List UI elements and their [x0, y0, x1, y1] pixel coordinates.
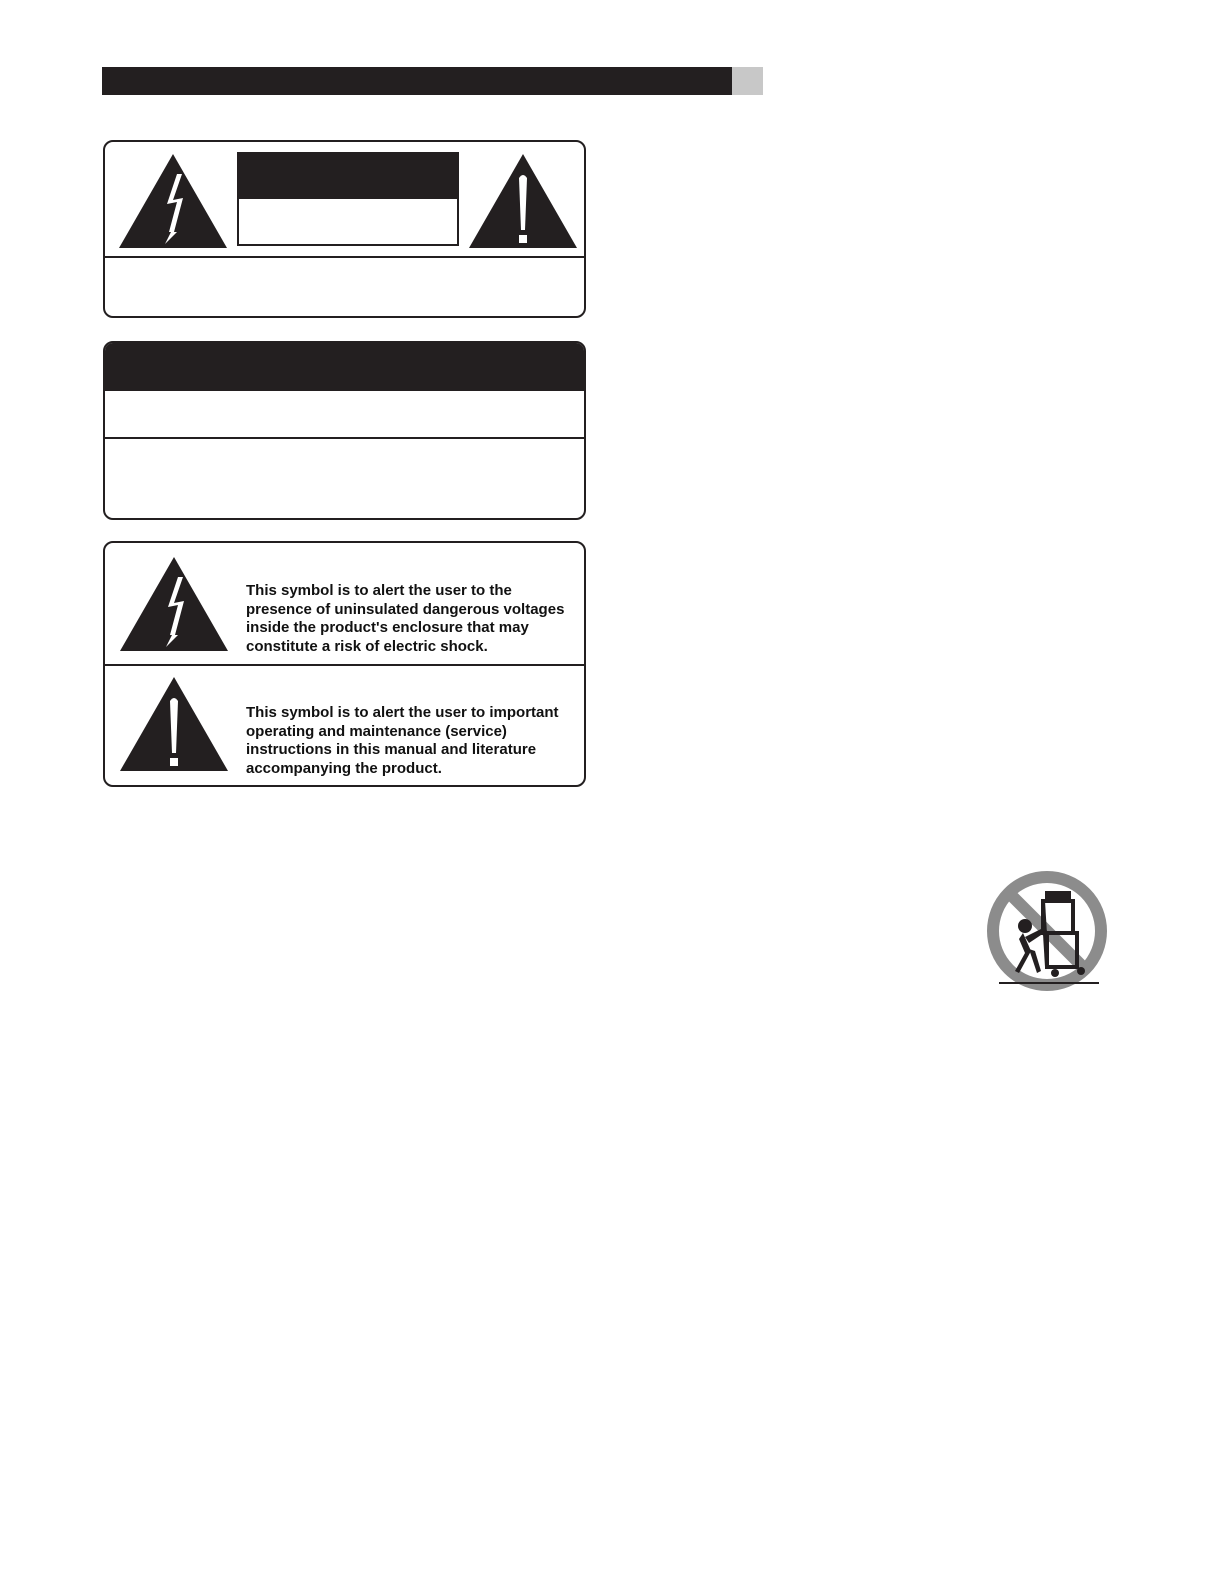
caution-label-header — [239, 154, 457, 199]
symbol-legend-divider — [105, 664, 584, 666]
section-header-tab — [732, 67, 763, 95]
symbol-legend-panel — [103, 541, 586, 787]
caution-label-divider — [105, 256, 584, 258]
portable-cart-warning-icon — [985, 869, 1109, 993]
warning-label-panel — [103, 341, 586, 520]
lightning-triangle-icon — [118, 555, 230, 653]
warning-label-divider — [105, 437, 584, 439]
caution-label-box — [237, 152, 459, 246]
lightning-triangle-icon — [117, 152, 229, 250]
important-instructions-symbol-text: This symbol is to alert the user to important operating and maintenance (service) instructions in this manual and literature accompanying the product. — [246, 704, 559, 777]
section-header-bar — [102, 67, 732, 95]
warning-label-header — [105, 343, 584, 391]
exclamation-triangle-icon — [467, 152, 579, 250]
caution-label-panel — [103, 140, 586, 318]
exclamation-triangle-icon — [118, 675, 230, 773]
electric-shock-symbol-text: This symbol is to alert the user to the presence of uninsulated dangerous voltages inside the product's enclosure that may constitute a risk of electric shock. — [246, 582, 565, 655]
